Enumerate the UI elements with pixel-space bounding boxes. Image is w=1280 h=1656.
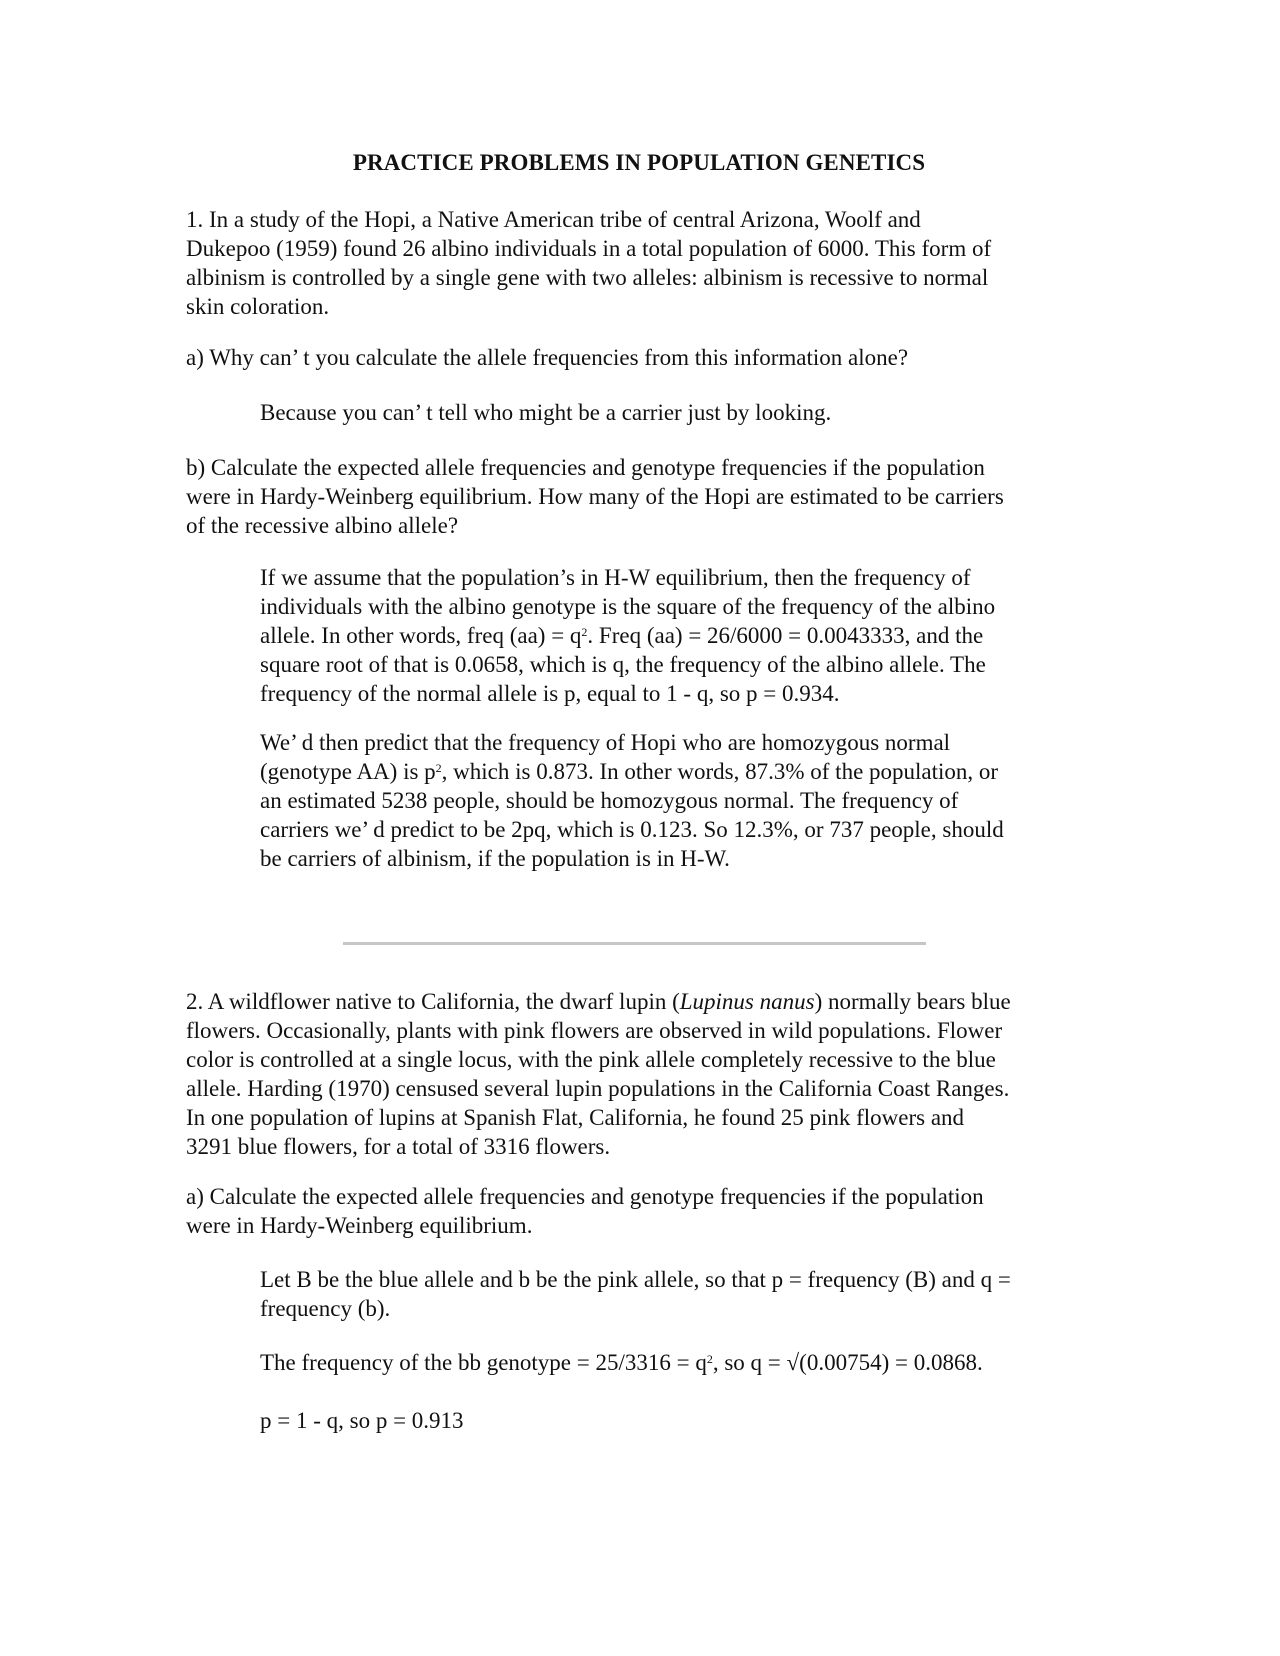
text-line: Let B be the blue allele and b be the pink allele, so that p = frequency (B) and q = <box>260 1267 1011 1292</box>
text-line: In one population of lupins at Spanish Flat, California, he found 25 pink flowers and <box>186 1105 965 1130</box>
text-line: of the recessive albino allele? <box>186 513 459 538</box>
text-line: frequency (b). <box>260 1296 391 1321</box>
problem-1-intro <box>186 205 1092 321</box>
problem-2-question-a <box>186 1182 1092 1240</box>
text-line: 2. A wildflower native to California, the dwarf lupin (Lupinus nanus) normally bears blue <box>186 989 1011 1014</box>
text-line: flowers. Occasionally, plants with pink flowers are observed in wild populations. Flower <box>186 1018 1003 1043</box>
problem-2-answer-part-1 <box>260 1265 1092 1323</box>
problem-1-answer-b-part-1 <box>260 563 1092 708</box>
problem-2-answer-part-2 <box>260 1348 1092 1377</box>
text-line: be carriers of albinism, if the population is in H-W. <box>260 846 730 871</box>
text-line: If we assume that the population’s in H-W equilibrium, then the frequency of <box>260 565 971 590</box>
problem-1-answer-b-part-2 <box>260 728 1092 873</box>
text-line: We’ d then predict that the frequency of Hopi who are homozygous normal <box>260 730 951 755</box>
problem-2-intro <box>186 987 1092 1161</box>
superscript: 2 <box>435 760 442 775</box>
page-title: PRACTICE PROBLEMS IN POPULATION GENETICS <box>352 150 926 175</box>
problem-2-answer-part-3 <box>260 1406 1092 1435</box>
text-line: p = 1 - q, so p = 0.913 <box>260 1408 464 1433</box>
text-line: were in Hardy-Weinberg equilibrium. How many of the Hopi are estimated to be carriers <box>186 484 1004 509</box>
text-line: carriers we’ d predict to be 2pq, which is 0.123. So 12.3%, or 737 people, should <box>260 817 1004 842</box>
problem-1-question-b <box>186 453 1092 540</box>
text-line: 1. In a study of the Hopi, a Native American tribe of central Arizona, Woolf and <box>186 207 921 232</box>
text-line: a) Why can’ t you calculate the allele frequencies from this information alone? <box>186 345 909 370</box>
section-divider <box>343 942 926 945</box>
text-line: Dukepoo (1959) found 26 albino individuals in a total population of 6000. This form of <box>186 236 992 261</box>
superscript: 2 <box>706 1351 713 1366</box>
text-line: an estimated 5238 people, should be homozygous normal. The frequency of <box>260 788 959 813</box>
text-line: individuals with the albino genotype is the square of the frequency of the albino <box>260 594 996 619</box>
text-line: (genotype AA) is $p^2$, which is 0.873. In other words, 87.3% of the population, or <box>260 759 999 784</box>
text-line: allele. In other words, freq $(aa) = q^2$. Freq (aa) = 26/6000 = 0.0043333, and the <box>260 623 984 648</box>
text-line: Because you can’ t tell who might be a carrier just by looking. <box>260 400 832 425</box>
text-line: allele. Harding (1970) censused several lupin populations in the California Coast Ranges. <box>186 1076 1010 1101</box>
text-line: a) Calculate the expected allele frequencies and genotype frequencies if the population <box>186 1184 984 1209</box>
text-line: The frequency of the bb genotype = $25/3316 = q^2$, so q = √(0.00754) = 0.0868. <box>260 1350 983 1375</box>
superscript: 2 <box>581 624 588 639</box>
text-line: 3291 blue flowers, for a total of 3316 flowers. <box>186 1134 611 1159</box>
problem-1-answer-a <box>260 398 1092 427</box>
text-line: frequency of the normal allele is p, equal to 1 - q, so p = 0.934. <box>260 681 840 706</box>
text-line: skin coloration. <box>186 294 330 319</box>
problem-1-question-a <box>186 343 1092 372</box>
text-line: were in Hardy-Weinberg equilibrium. <box>186 1213 533 1238</box>
text-line: color is controlled at a single locus, with the pink allele completely recessive to the blue <box>186 1047 996 1072</box>
text-line: square root of that is 0.0658, which is q, the frequency of the albino allele. The <box>260 652 986 677</box>
text-line: b) Calculate the expected allele frequencies and genotype frequencies if the population <box>186 455 985 480</box>
text-line: albinism is controlled by a single gene with two alleles: albinism is recessive to normal <box>186 265 989 290</box>
species-name: Lupinus nanus <box>679 989 815 1014</box>
